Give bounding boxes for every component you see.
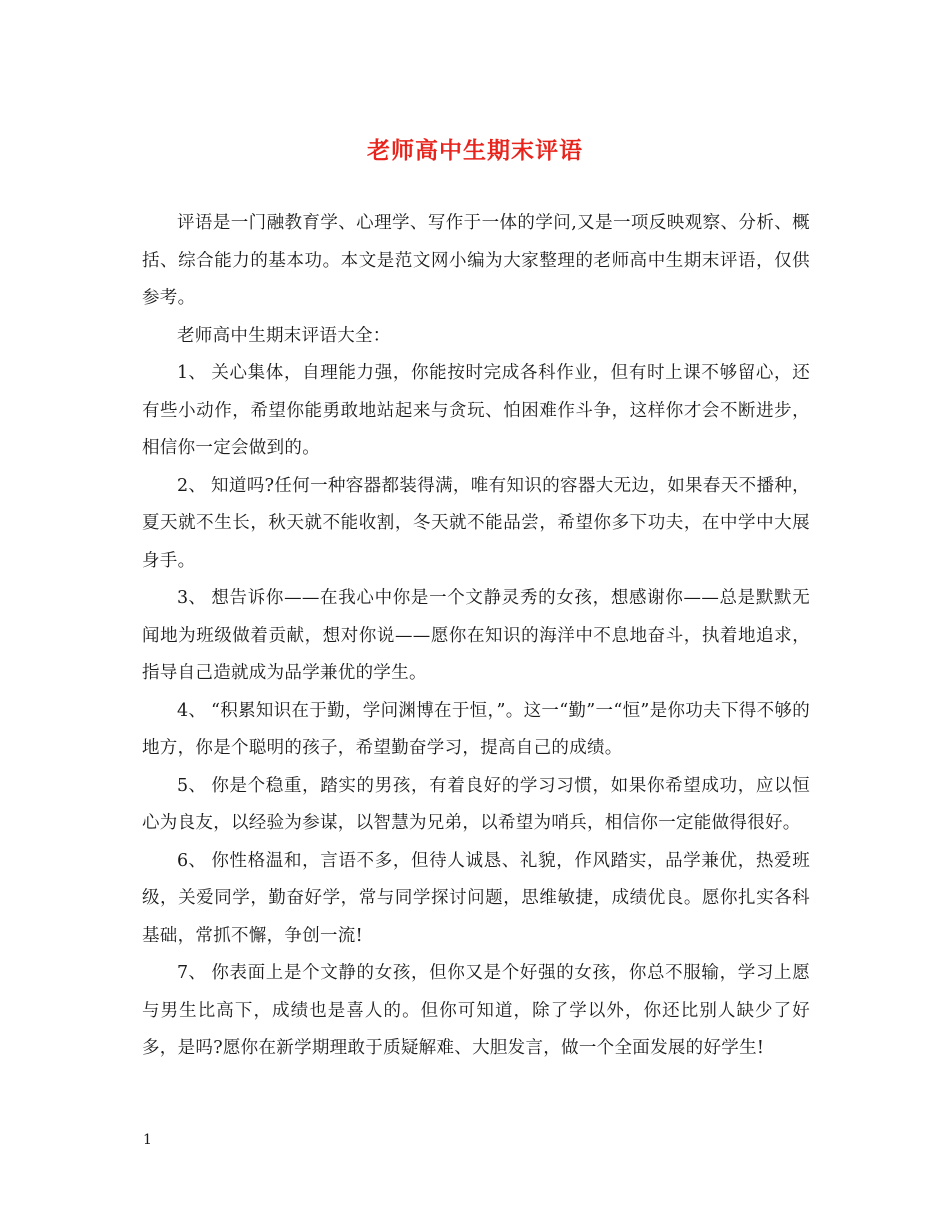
item-number: 2、 bbox=[177, 475, 207, 496]
item-text: 你性格温和，言语不多，但待人诚恳、礼貌，作风踏实，品学兼优，热爱班级，关爱同学，勤奋好学，常与同学探讨问题，思维敏捷，成绩优良。愿你扎实各科基础，常抓不懈，争创一流! bbox=[142, 850, 810, 946]
list-item bbox=[142, 955, 810, 1068]
item-text: 关心集体，自理能力强，你能按时完成各科作业，但有时上课不够留心，还有些小动作，希望你能勇敢地站起来与贪玩、怕困难作斗争，这样你才会不断进步，相信你一定会做到的。 bbox=[142, 363, 810, 458]
list-item bbox=[142, 580, 810, 693]
list-heading: 老师高中生期末评语大全： bbox=[177, 325, 391, 346]
list-item bbox=[142, 843, 810, 956]
list-item bbox=[142, 355, 810, 468]
item-text: 你是个稳重，踏实的男孩，有着良好的学习习惯，如果你希望成功，应以恒心为良友，以经验为参谋，以智慧为兄弟，以希望为哨兵，相信你一定能做得很好。 bbox=[142, 775, 810, 833]
item-text: 知道吗?任何一种容器都装得满，唯有知识的容器大无边，如果春天不播种，夏天就不生长，秋天就不能收割，冬天就不能品尝，希望你多下功夫，在中学中大展身手。 bbox=[142, 475, 810, 571]
document-body bbox=[142, 205, 810, 1068]
item-number: 5、 bbox=[177, 775, 207, 796]
item-number: 3、 bbox=[177, 588, 207, 608]
item-text: “积累知识在于勤，学问渊博在于恒，”。这一“勤”一“恒”是你功夫下得不够的地方，你是个聪明的孩子，希望勤奋学习，提高自己的成绩。 bbox=[142, 700, 810, 758]
list-item bbox=[142, 693, 810, 768]
list-item bbox=[142, 468, 810, 581]
intro-paragraph: 评语是一门融教育学、心理学、写作于一体的学问,又是一项反映观察、分析、概括、综合能力的基本功。本文是范文网小编为大家整理的老师高中生期末评语，仅供参考。 bbox=[142, 213, 810, 308]
item-number: 1、 bbox=[177, 363, 207, 383]
list-item bbox=[142, 768, 810, 843]
item-text: 你表面上是个文静的女孩，但你又是个好强的女孩，你总不服输，学习上愿与男生比高下，成绩也是喜人的。但你可知道，除了学以外，你还比别人缺少了好多，是吗?愿你在新学期理敢于质疑解难、大胆发言，做一个全面发展的好学生! bbox=[142, 963, 810, 1058]
document-title: 老师高中生期末评语 bbox=[367, 137, 583, 164]
item-number: 7、 bbox=[177, 963, 207, 983]
item-text: 想告诉你——在我心中你是一个文静灵秀的女孩，想感谢你——总是默默无闻地为班级做着贡献，想对你说——愿你在知识的海洋中不息地奋斗，执着地追求，指导自己造就成为品学兼优的学生。 bbox=[142, 588, 810, 683]
item-number: 4、 bbox=[177, 700, 207, 721]
item-number: 6、 bbox=[177, 850, 207, 871]
page-number: 1 bbox=[143, 1132, 152, 1148]
